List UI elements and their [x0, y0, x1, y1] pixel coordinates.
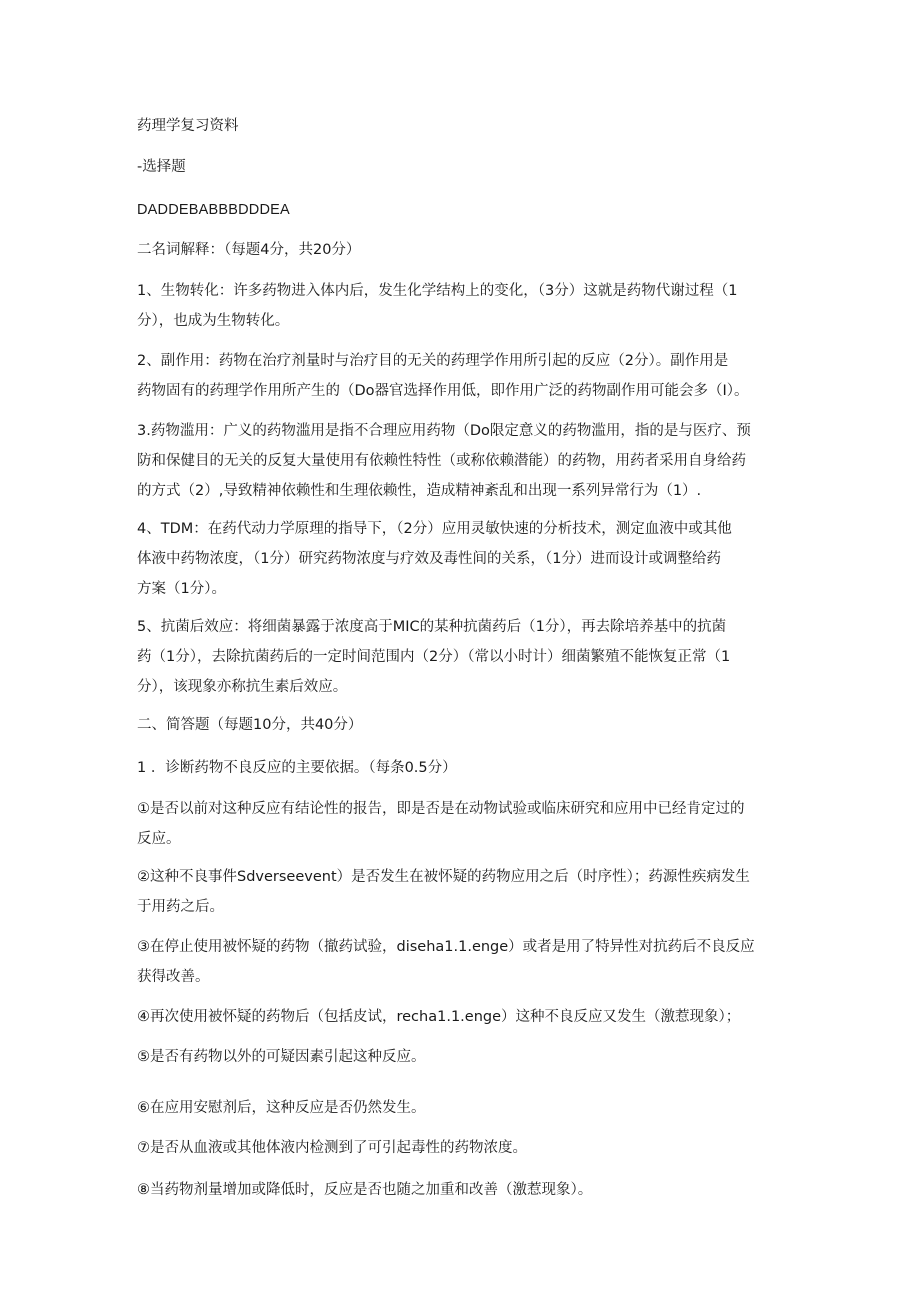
criterion-5: [137, 1042, 787, 1072]
term-4-line-1: 4、TDM：在药代动力学原理的指导下，（2分）应用灵敏快速的分析技术，测定血液中或其他: [137, 521, 732, 537]
term-4-line-3: 方案（1分）。: [137, 581, 226, 597]
term-3-line-1: 3.药物滥用：广义的药物滥用是指不合理应用药物（Do限定意义的药物滥用，指的是与医疗、预: [137, 423, 751, 439]
criterion-7: [137, 1133, 787, 1163]
term-4: [137, 514, 787, 604]
question-1-title: 1 ．诊断药物不良反应的主要依据。（每条0.5分）: [137, 760, 457, 776]
term-3-line-2: 防和保健目的无关的反复大量使用有依赖性特性（或称依赖潜能）的药物，用药者采用自身给药: [137, 453, 746, 469]
criterion-2-line-1: ②这种不良事件Sdverseevent）是否发生在被怀疑的药物应用之后（时序性）；药源性疾病发生: [137, 869, 750, 885]
criterion-3-line-1: ③在停止使用被怀疑的药物（撤药试验，diseha1.1.enge）或者是用了特异性对抗药后不良反应: [137, 939, 755, 955]
term-1-line-2: 分），也成为生物转化。: [137, 313, 290, 329]
doc-title: 药理学复习资料: [137, 118, 239, 134]
criterion-4: [137, 1002, 787, 1032]
section-multiple-choice: -选择题: [137, 159, 186, 175]
section-short-answer: 二、简答题（每题10分，共40分）: [137, 717, 363, 733]
criterion-2-line-2: 于用药之后。: [137, 899, 224, 915]
criterion-5-line-1: ⑤是否有药物以外的可疑因素引起这种反应。: [137, 1049, 426, 1065]
term-2: [137, 346, 787, 406]
criterion-1-line-1: ①是否以前对这种反应有结论性的报告，即是否是在动物试验或临床研究和应用中已经肯定过的: [137, 801, 745, 817]
criterion-1: [137, 794, 787, 854]
term-3: [137, 416, 787, 506]
criterion-3: [137, 932, 787, 992]
term-2-line-1: 2、副作用：药物在治疗剂量时与治疗目的无关的药理学作用所引起的反应（2分）。副作用是: [137, 353, 729, 369]
term-4-line-2: 体液中药物浓度，（1分）研究药物浓度与疗效及毒性间的关系，（1分）进而设计或调整给药: [137, 551, 721, 567]
answer-key: DADDEBABBBDDDEA: [137, 202, 290, 218]
term-3-line-3: 的方式（2）,导致精神依赖性和生理依赖性，造成精神紊乱和出现一系列异常行为（1）.: [137, 483, 702, 499]
term-5-line-1: 5、抗菌后效应：将细菌暴露于浓度高于MIC的某种抗菌药后（1分），再去除培养基中的抗菌: [137, 619, 727, 635]
term-1: [137, 276, 787, 336]
term-5-line-2: 药（1分），去除抗菌药后的一定时间范围内（2分）（常以小时计）细菌繁殖不能恢复正常（1: [137, 649, 731, 665]
criterion-3-line-2: 获得改善。: [137, 969, 210, 985]
criterion-6: [137, 1093, 787, 1123]
criterion-2: [137, 862, 787, 922]
criterion-8-line-1: ⑧当药物剂量增加或降低时，反应是否也随之加重和改善（激惹现象）。: [137, 1182, 593, 1198]
criterion-1-line-2: 反应。: [137, 831, 181, 847]
criterion-7-line-1: ⑦是否从血液或其他体液内检测到了可引起毒性的药物浓度。: [137, 1140, 527, 1156]
section-term-definitions: 二名词解释：（每题4分，共20分）: [137, 242, 361, 258]
criterion-6-line-1: ⑥在应用安慰剂后，这种反应是否仍然发生。: [137, 1100, 426, 1116]
term-2-line-2: 药物固有的药理学作用所产生的（Do器官选择作用低，即作用广泛的药物副作用可能会多（I）。: [137, 383, 749, 399]
term-5-line-3: 分），该现象亦称抗生素后效应。: [137, 679, 348, 695]
term-5: [137, 612, 787, 702]
criterion-4-line-1: ④再次使用被怀疑的药物后（包括皮试，recha1.1.enge）这种不良反应又发生（激惹现象）；: [137, 1009, 741, 1025]
criterion-8: [137, 1175, 787, 1205]
term-1-line-1: 1、生物转化：许多药物进入体内后，发生化学结构上的变化，（3分）这就是药物代谢过程（1: [137, 283, 738, 299]
